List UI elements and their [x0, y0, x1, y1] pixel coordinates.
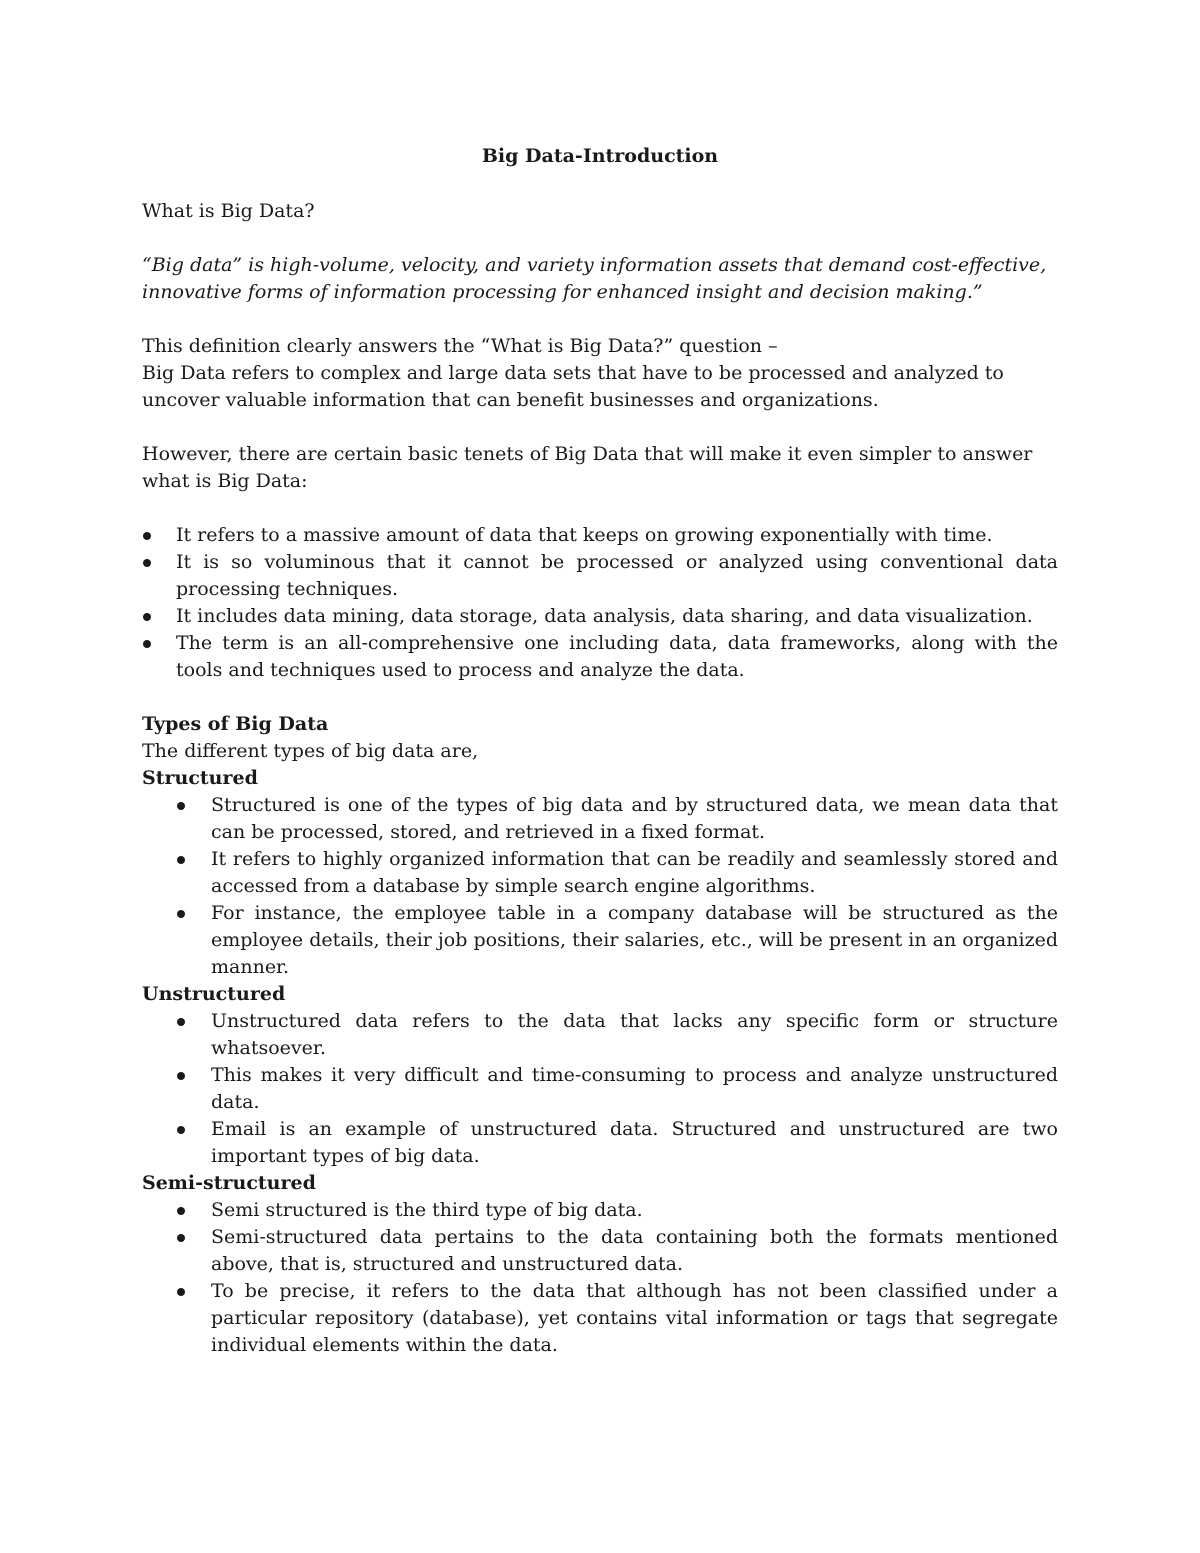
bullet-icon	[177, 1018, 185, 1026]
unstructured-list	[142, 1008, 1058, 1170]
document-page	[142, 143, 1058, 1359]
tenets-intro: However, there are certain basic tenets of Big Data that will make it even simpler to answer what is Big Data:	[142, 443, 1033, 492]
unstructured-heading: Unstructured	[142, 983, 286, 1005]
list-item: The term is an all-comprehensive one including data, data frameworks, along with the tools and techniques used to process and analyze the data.	[142, 630, 1058, 684]
bullet-icon	[143, 532, 151, 540]
semi-structured-heading: Semi-structured	[142, 1172, 316, 1194]
bullet-icon	[177, 910, 185, 918]
question-line: What is Big Data?	[142, 200, 315, 222]
answer-intro: This definition clearly answers the “What is Big Data?” question –	[142, 335, 778, 357]
list-item: Email is an example of unstructured data. Structured and unstructured are two important types of big data.	[142, 1116, 1058, 1170]
bullet-icon	[177, 1072, 185, 1080]
list-item: Semi-structured data pertains to the data containing both the formats mentioned above, that is, structured and unstructured data.	[142, 1224, 1058, 1278]
semi-structured-list	[142, 1197, 1058, 1359]
tenets-list	[142, 522, 1058, 684]
list-item: For instance, the employee table in a company database will be structured as the employee details, their job positions, their salaries, etc., will be present in an organized manner.	[142, 900, 1058, 981]
bullet-icon	[177, 1234, 185, 1242]
list-item: It refers to highly organized information that can be readily and seamlessly stored and accessed from a database by simple search engine algorithms.	[142, 846, 1058, 900]
list-item: It is so voluminous that it cannot be processed or analyzed using conventional data processing techniques.	[142, 549, 1058, 603]
bullet-icon	[177, 1207, 185, 1215]
page-title: Big Data-Introduction	[481, 145, 719, 167]
list-item: To be precise, it refers to the data that although has not been classified under a particular repository (database), yet contains vital information or tags that segregate individual elements within the data.	[142, 1278, 1058, 1359]
list-item: Structured is one of the types of big data and by structured data, we mean data that can be processed, stored, and retrieved in a fixed format.	[142, 792, 1058, 846]
answer-body: Big Data refers to complex and large data sets that have to be processed and analyzed to uncover valuable information that can benefit businesses and organizations.	[142, 362, 1004, 411]
structured-list	[142, 792, 1058, 981]
types-intro: The different types of big data are,	[142, 740, 479, 762]
list-item: Semi structured is the third type of big data.	[142, 1197, 1058, 1224]
bullet-icon	[177, 1288, 185, 1296]
bullet-icon	[143, 640, 151, 648]
structured-heading: Structured	[142, 767, 258, 789]
bullet-icon	[177, 1126, 185, 1134]
types-heading: Types of Big Data	[142, 713, 329, 735]
bullet-icon	[143, 613, 151, 621]
list-item: Unstructured data refers to the data that lacks any specific form or structure whatsoever.	[142, 1008, 1058, 1062]
definition-quote: “Big data” is high-volume, velocity, and variety information assets that demand cost-effective, innovative forms of information processing for enhanced insight and decision making.”	[142, 254, 1047, 303]
list-item: It includes data mining, data storage, data analysis, data sharing, and data visualization.	[142, 603, 1058, 630]
bullet-icon	[143, 559, 151, 567]
list-item: This makes it very difficult and time-consuming to process and analyze unstructured data.	[142, 1062, 1058, 1116]
bullet-icon	[177, 802, 185, 810]
bullet-icon	[177, 856, 185, 864]
list-item: It refers to a massive amount of data that keeps on growing exponentially with time.	[142, 522, 1058, 549]
